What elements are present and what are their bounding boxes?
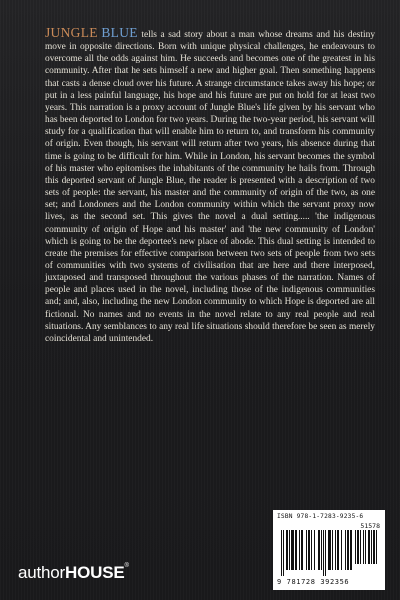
barcode-bar bbox=[345, 530, 346, 570]
barcode-bar bbox=[323, 530, 324, 576]
barcode-bar bbox=[308, 530, 310, 570]
blurb-body-text: tells a sad story about a man whose dreams and his destiny move in opposite directions. Born with unique physical challenges, he endeavours to overcome all the odds against him. He succeeds and becomes one of the greatest in his community. After that he sets himself a new and higher goal. Then something happens that casts a dense cloud over his future. A strange circumstance takes away his hope; or put in a less painful language, his hope and his future are put on hold for at least two years. This narration is a proxy account of Jungle Blue's life given by his servant who has been deported to London for two years. During the two-year period, his servant will study for a qualification that will enable him to return to, and transform his community of origin. Even though, his servant will return after two years, his absence during that time is going to be difficult for him. While in London, his servant becomes the symbol of his master who epitomises the inhabitants of the community he hails from. Through this deported servant of Jungle Blue, the reader is presented with a description of two sets of people: the servant, his master and the community of origin of the two, as one set; and Londoners and the London community within which the servant proxy now lives, as the second set. This gives the novel a dual setting..... 'the indigenous community of origin of Hope and his master' and 'the new community of London' which is going to be the deportee's new place of abode. This dual setting is intended to create the premises for effective comparison between two sets of people from two sets of communities with two systems of civilisation that are here and there interposed, juxtaposed and transposed throughout the various phases of the narration. Names of people and places used in the novel, including those of the indigenous communities and; and, also, including the new London community to which Hope is deported are all fictional. No names and no events in the novel relate to any real people and real situations. Any semblances to any real life situations should therefore be seen as merely coincidental and unintended. bbox=[45, 30, 376, 344]
barcode-bar bbox=[350, 530, 352, 570]
publisher-logo bbox=[18, 563, 129, 583]
barcode-bar bbox=[371, 530, 372, 564]
barcode-bar bbox=[295, 530, 297, 570]
barcode-bar bbox=[335, 530, 336, 570]
barcode-bar bbox=[328, 530, 331, 570]
barcode-bar bbox=[314, 530, 315, 570]
price-code: 51578 bbox=[360, 522, 380, 530]
barcode-bar bbox=[291, 530, 294, 570]
barcode-bar bbox=[332, 530, 333, 570]
barcode-bar bbox=[281, 530, 282, 576]
isbn-barcode-box bbox=[273, 510, 385, 590]
barcode-bar bbox=[299, 530, 300, 570]
barcode-main-bars bbox=[281, 530, 353, 576]
barcode-bar bbox=[373, 530, 375, 564]
barcode-bar bbox=[355, 530, 356, 564]
registered-mark: ® bbox=[124, 563, 129, 569]
blurb-paragraph bbox=[45, 27, 375, 345]
barcode-bar bbox=[357, 530, 359, 564]
barcode-bar bbox=[318, 530, 320, 570]
barcode-bar bbox=[376, 530, 377, 564]
ean-digits: 9 781728 392356 bbox=[277, 578, 350, 586]
barcode-bar bbox=[368, 530, 370, 564]
barcode-bar bbox=[283, 530, 284, 576]
barcode-bar bbox=[286, 530, 288, 570]
barcode-bar bbox=[321, 530, 322, 570]
barcode-bar bbox=[341, 530, 342, 570]
title-word-jungle: JUNGLE bbox=[45, 25, 98, 40]
barcode-bar bbox=[289, 530, 290, 570]
barcode-bar bbox=[337, 530, 339, 570]
barcode-bar bbox=[311, 530, 312, 570]
isbn-label: ISBN 978-1-7283-9235-6 bbox=[277, 513, 364, 520]
logo-author-text: author bbox=[18, 563, 66, 582]
logo-house-text: HOUSE bbox=[65, 563, 125, 582]
barcode-addon-bars bbox=[355, 530, 377, 570]
barcode-bar bbox=[325, 530, 326, 576]
barcode-bar bbox=[347, 530, 349, 570]
barcode-bar bbox=[306, 530, 307, 570]
barcode-bar bbox=[301, 530, 303, 570]
title-word-blue: BLUE bbox=[101, 25, 138, 40]
barcode-bar bbox=[365, 530, 366, 564]
barcode-bar bbox=[360, 530, 361, 564]
barcode-bar bbox=[363, 530, 364, 564]
